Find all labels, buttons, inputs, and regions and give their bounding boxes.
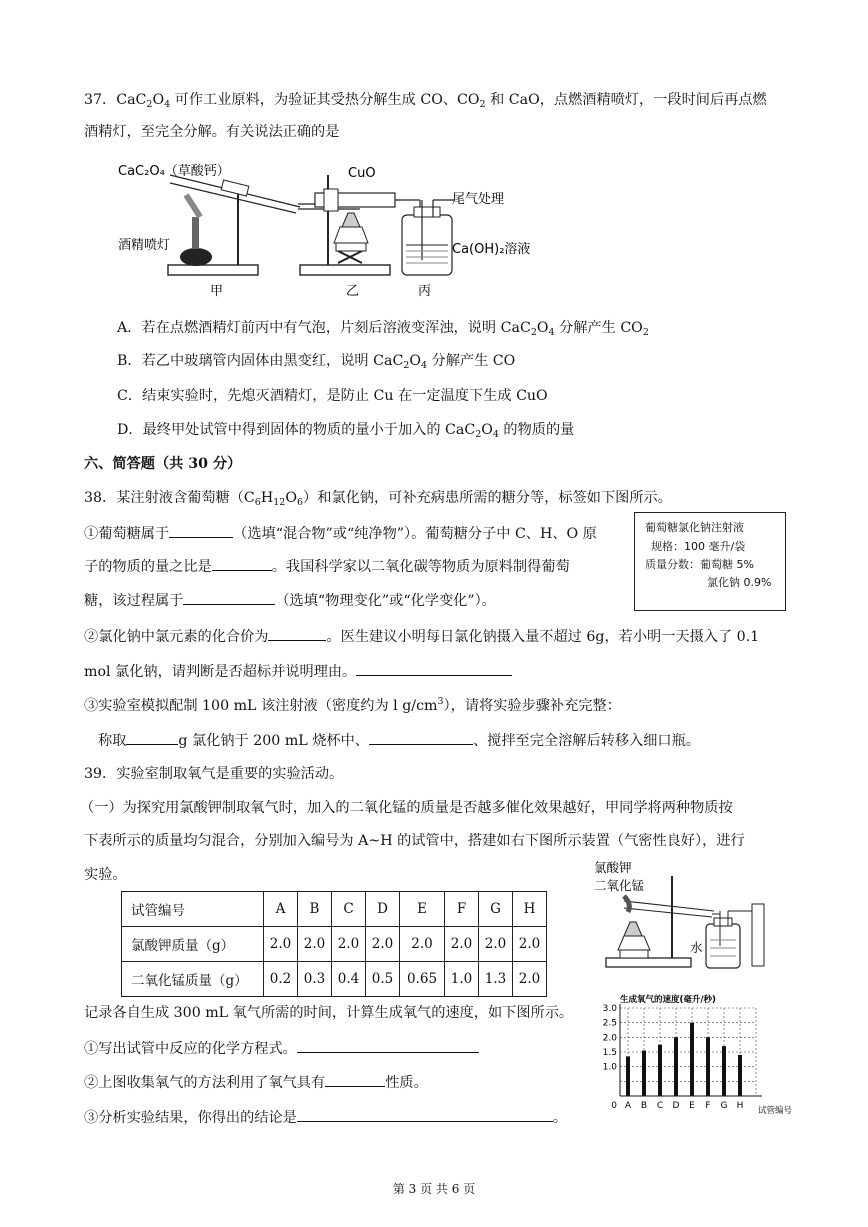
chart-x-tick-label: H [736,1101,744,1111]
table-header: A [264,892,298,927]
table-cell: 0.4 [332,962,366,997]
label-spec: 规格：100 毫升/袋 [651,540,746,553]
table-cell: 2.0 [332,927,366,962]
table-cell: 2.0 [513,962,547,997]
table-cell: 0.3 [298,962,332,997]
answer-blank[interactable] [297,1038,479,1053]
chart-y-tick-label: 2.5 [602,1018,617,1029]
answer-blank[interactable] [356,661,512,676]
q39-step3: ③分析实验结果，你得出的结论是 。 [84,1107,567,1128]
label-yi: 乙 [346,284,360,299]
label-mass-2: 氯化钠 0.9% [707,576,772,589]
chart-x-tick-label: E [689,1101,695,1111]
answer-blank[interactable] [268,626,326,641]
chart-x-tick-label: C [656,1101,664,1111]
chart-bar [626,1056,630,1096]
q38-part1-line1: ①葡萄糖属于 （选填“混合物”或“纯净物”）。葡萄糖分子中 C、H、O 原 [84,523,597,544]
q37-option-b: B．若乙中玻璃管内固体由黑变红，说明 $CaC_2O_4$ 分解产生 CO [117,353,516,371]
kclo3-label: 氯酸钾 [594,860,632,875]
table-cell: 2.0 [366,927,400,962]
oxygen-rate-bar-chart [592,990,793,1120]
chart-bar [706,1037,710,1096]
table-header: D [366,892,400,927]
q38-part3: ③实验室模拟配制 100 mL 该注射液（密度约为 l $g/cm^3$），请将实验步骤补充完整： [84,696,621,714]
chart-x-axis-label: 试管编号 [758,1106,793,1116]
label-mass-1: 质量分数：葡萄糖 5% [645,558,754,571]
chart-x-tick-label: G [720,1101,728,1111]
chart-x-tick-label: B [640,1101,648,1111]
cuo-label: CuO [348,166,376,181]
injection-label-box [634,512,786,611]
table-cell: 2.0 [479,927,513,962]
chart-title: 生成氧气的速度(毫升/秒) [620,995,716,1005]
q38-part1-line3: 糖，该过程属于 （选填“物理变化”或“化学变化”）。 [84,590,496,611]
label-bing: 丙 [418,284,432,299]
q37-line2: 酒精灯，至完全分解。有关说法正确的是 [84,124,340,140]
q39-step2: ②上图收集氧气的方法利用了氧气具有 性质。 [84,1072,428,1093]
table-row [122,962,547,997]
table-cell: 2.0 [445,927,479,962]
label-jia: 甲 [210,284,224,299]
answer-blank[interactable] [325,1072,385,1087]
table-cell: 2.0 [513,927,547,962]
q37-option-c: C．结束实验时，先熄灭酒精灯，是防止 Cu 在一定温度下生成 CuO [117,388,548,404]
table-header: G [479,892,513,927]
table-header: H [513,892,547,927]
chart-bar [658,1045,662,1096]
table-cell: 2.0 [264,927,298,962]
chart-x-tick-label: A [624,1101,632,1111]
table-cell: 1.3 [479,962,513,997]
q39-part1-line3: 实验。 [84,867,127,883]
q39-record: 记录各自生成 300 mL 氧气所需的时间，计算生成氧气的速度，如下图所示。 [84,1005,574,1021]
table-cell: 二氧化锰质量（g） [122,962,264,997]
table-cell: 氯酸钾质量（g） [122,927,264,962]
chart-x-tick-label: D [672,1101,680,1111]
chart-bar [690,1023,694,1096]
table-header: E [400,892,445,927]
q37-option-d: D．最终甲处试管中得到固体的物质的量小于加入的 $CaC_2O_4$ 的物质的量 [117,422,575,440]
section-6-heading: 六、简答题（共 30 分） [84,456,242,472]
cac2o4-label: CaC₂O₄（草酸钙） [118,164,230,179]
answer-blank[interactable] [126,730,178,745]
q39-part1-line1: （一）为探究用氯酸钾制取氧气时，加入的二氧化锰的质量是否越多催化效果越好，甲同学将两种物质按 [80,800,733,816]
q38-part1-line2: 子的物质的量之比是 。我国科学家以二氧化碳等物质为原料制得葡萄 [84,556,570,577]
chart-bar [674,1037,678,1096]
lamp-label: 酒精喷灯 [118,238,171,253]
table-cell: 1.0 [445,962,479,997]
table-cell: 2.0 [298,927,332,962]
chart-y-tick-label: 0 [611,1101,617,1111]
q39-part1-line2: 下表所示的质量均匀混合，分别加入编号为 A~H 的试管中，搭建如右下图所示装置（气密性良好），进行 [84,833,745,849]
chart-y-tick-label: 1.5 [602,1048,617,1058]
exhaust-label: 尾气处理 [452,192,505,207]
caoh2-label: Ca(OH)₂溶液 [452,242,531,257]
table-cell: 2.0 [400,927,445,962]
chart-bar [722,1046,726,1096]
table-header: F [445,892,479,927]
answer-blank[interactable] [297,1107,553,1122]
mno2-label: 二氧化锰 [594,878,645,893]
q38-part2-line1: ②氯化钠中氯元素的化合价为 。医生建议小明每日氯化钠摄入量不超过 6g，若小明一天摄入了 0.1 [84,626,759,647]
page-footer: 第 3 页 共 6 页 [392,1182,476,1196]
water-label: 水 [690,940,703,955]
table-header: C [332,892,366,927]
table-row [122,892,547,927]
q37-line1: 37．$CaC_2O_4$ 可作工业原料，为验证其受热分解生成 CO、$CO_2$ 和 CaO，点燃酒精喷灯，一段时间后再点燃 [84,92,767,110]
q39-step1: ①写出试管中反应的化学方程式。 [84,1038,479,1059]
chart-y-tick-label: 2.0 [602,1033,617,1044]
answer-blank[interactable] [369,730,473,745]
table-header: B [298,892,332,927]
table-cell: 0.5 [366,962,400,997]
label-name: 葡萄糖氯化钠注射液 [645,521,744,534]
q39-intro: 39．实验室制取氧气是重要的实验活动。 [84,766,344,782]
answer-blank[interactable] [212,556,272,571]
q39-apparatus-diagram [594,856,774,974]
q38-part2-line2: mol 氯化钠，请判断是否超标并说明理由。 [84,661,512,682]
q37-option-a: A．若在点燃酒精灯前丙中有气泡，片刻后溶液变浑浊，说明 $CaC_2O_4$ 分解产生 $CO_2$ [117,320,649,338]
table-cell: 0.65 [400,962,445,997]
table-row [122,927,547,962]
q37-apparatus-diagram [110,155,550,300]
chart-y-tick-label: 3.0 [602,1004,617,1014]
chart-x-tick-label: F [705,1101,711,1111]
table-cell: 0.2 [264,962,298,997]
chart-y-tick-label: 1.0 [602,1062,617,1073]
chart-bar [738,1055,742,1096]
q38-part4: 称取 g 氯化钠于 200 mL 烧杯中、 、搅拌至完全溶解后转移入细口瓶。 [98,730,700,751]
answer-blank[interactable] [183,590,275,605]
chart-bar [642,1051,646,1096]
q38-intro: 38．某注射液含葡萄糖$(C_6H_{12}O_6)$和氯化钠，可补充病患所需的糖分等，标签如下图所示。 [84,490,672,508]
mass-table [121,891,547,997]
table-header: 试管编号 [122,892,264,927]
answer-blank[interactable] [169,523,233,538]
